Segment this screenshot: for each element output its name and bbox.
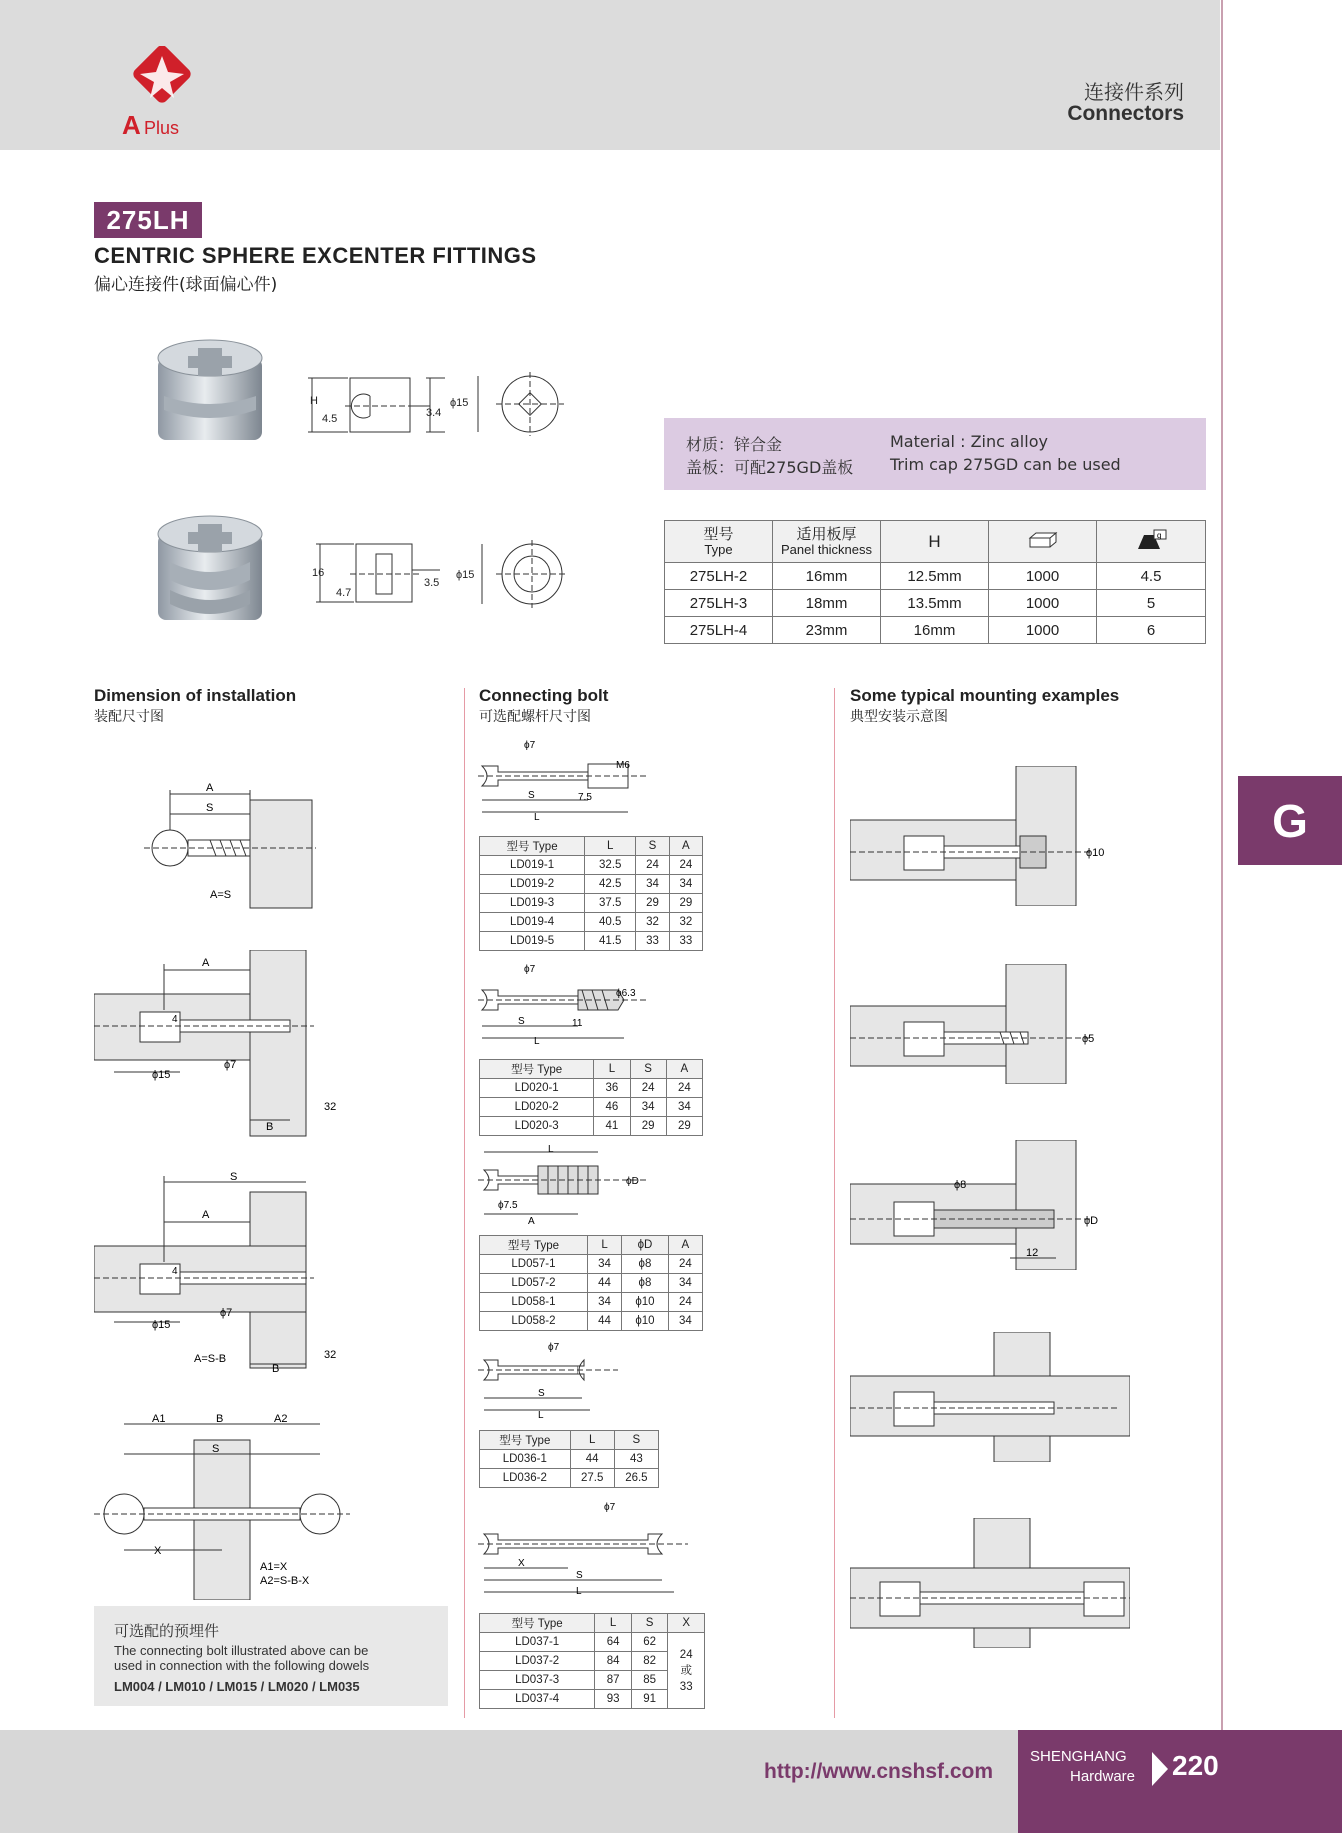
label-a-eq-s: A=S [210,889,232,901]
table-cell: ϕD [622,1236,669,1255]
header-text: Panel thickness [780,541,873,557]
label-a2x: A2=S-B-X [260,1575,310,1587]
bolt-drawing-4 [478,1340,628,1425]
table-cell: LD019-5 [480,932,585,951]
dowel-text-1: The connecting bolt illustrated above can be [114,1643,369,1658]
table-cell: ϕ10 [622,1293,669,1312]
table-cell: 1000 [989,563,1097,590]
bolt-heading-cn: 可选配螺杆尺寸图 [479,709,591,725]
table-cell: LD019-3 [480,894,585,913]
label-x-b5: X [518,1558,525,1569]
table-row [480,1117,703,1136]
table-cell: 29 [630,1117,666,1136]
table-cell: 13.5mm [881,590,989,617]
label-a1: A1 [152,1413,166,1425]
label-l-b1: L [534,812,540,820]
product-title-cn: 偏心连接件(球面偏心件) [94,275,278,295]
table-cell: 32 [669,913,702,932]
label-l-b2: L [534,1036,540,1044]
table-cell: 24 [636,856,669,875]
fitting-drawing-1 [300,366,580,451]
fitting-drawing-2 [300,534,580,619]
label-4-3: 4 [172,1266,178,1277]
label-d7-b4: ϕ7 [548,1342,560,1353]
table-cell: LD058-2 [480,1312,588,1331]
weight-icon [1097,521,1206,563]
label-a-b3: A [528,1216,535,1226]
table-cell: 34 [669,875,702,894]
table-cell: 18mm [773,590,881,617]
label-32-3: 32 [324,1349,337,1361]
label-7-5: 7.5 [578,792,592,803]
bolt-table-ld037 [479,1613,705,1709]
mount-heading-en: Some typical mounting examples [850,686,1120,705]
table-cell: A [666,1060,702,1079]
label-s-b1: S [528,790,535,801]
label-a-eq-sb: A=S-B [194,1353,227,1365]
table-cell: 34 [666,1098,702,1117]
table-cell: 16mm [881,617,989,644]
table-row [480,1060,703,1079]
mount-heading-cn: 典型安装示意图 [850,709,948,725]
table-cell: LD019-2 [480,875,585,894]
table-cell: 46 [594,1098,630,1117]
bolt-drawing-5 [478,1500,698,1601]
table-cell: 44 [570,1450,614,1469]
table-cell: ϕ10 [622,1312,669,1331]
bolt-table-ld019 [479,836,703,951]
label-3-5: 3.5 [424,577,440,589]
table-cell: L [595,1614,632,1633]
table-cell: LD057-2 [480,1274,588,1293]
table-row [480,1274,703,1293]
mount-example-5 [850,1518,1130,1653]
table-cell: 62 [631,1633,668,1652]
trimcap-en: Trim cap 275GD can be used [890,455,1121,474]
table-row [480,1614,705,1633]
table-cell: 41.5 [585,932,636,951]
table-row [480,856,703,875]
table-row [480,1633,705,1652]
install-drawing-2 [94,950,354,1145]
table-cell [668,1633,705,1709]
spec-row [665,590,1206,617]
table-cell: 85 [631,1671,668,1690]
bolt-drawing-1 [478,736,658,825]
spec-header-row [665,521,1206,563]
table-cell: 24 [668,1255,702,1274]
dowel-text-2: used in connection with the following dowels [114,1658,370,1673]
table-cell: LD037-2 [480,1652,595,1671]
table-cell: 1000 [989,590,1097,617]
table-cell: 29 [669,894,702,913]
table-row [480,1312,703,1331]
spec-header-h: H [881,521,989,563]
table-cell: 44 [587,1312,621,1331]
table-cell: 32 [636,913,669,932]
table-row [480,932,703,951]
product-photo-1 [150,336,270,461]
label-4-7: 4.7 [336,587,352,599]
label-d7-b5: ϕ7 [604,1502,616,1513]
label-b-4: B [216,1413,224,1425]
material-box [664,418,1206,490]
label-l-b4: L [538,1410,544,1420]
table-cell: 34 [636,875,669,894]
section-tab-g[interactable]: G [1238,776,1342,865]
bolt-table-ld020 [479,1059,703,1136]
table-cell: 12.5mm [881,563,989,590]
label-3-4: 3.4 [426,407,442,419]
series-title-cn: 连接件系列 [1084,80,1184,104]
header-text: 适用板厚 [796,525,857,543]
table-cell: LD020-2 [480,1098,594,1117]
table-cell: L [585,837,636,856]
product-photo-2 [150,512,270,637]
header-text: 33 [679,1680,693,1693]
header-text: 24 [679,1648,693,1661]
label-a-2: A [202,957,210,969]
product-code-badge: 275LH [94,202,202,238]
label-l-b5: L [576,1586,582,1596]
header-text: Type [704,541,733,557]
table-row [480,837,703,856]
table-cell: 型号 Type [480,837,585,856]
table-cell: 37.5 [585,894,636,913]
table-cell: 64 [595,1633,632,1652]
dowel-models: LM004 / LM010 / LM015 / LM020 / LM035 [114,1679,360,1694]
box-icon [989,521,1097,563]
table-cell: L [587,1236,621,1255]
table-cell: 型号 Type [480,1614,595,1633]
table-row [480,875,703,894]
label-s-4: S [212,1443,220,1455]
table-cell: 4.5 [1097,563,1206,590]
table-cell: 44 [587,1274,621,1293]
table-cell: LD057-1 [480,1255,588,1274]
table-cell: 29 [666,1117,702,1136]
table-cell: 32.5 [585,856,636,875]
spec-table [664,520,1206,644]
column-divider [464,688,465,1718]
table-cell: 23mm [773,617,881,644]
table-cell: A [668,1236,702,1255]
label-a1x: A1=X [260,1561,288,1573]
table-cell: 275LH-4 [665,617,773,644]
label-d5: ϕ5 [1082,1033,1095,1045]
label-s-b4: S [538,1388,545,1399]
table-cell: 34 [668,1312,702,1331]
table-cell: 87 [595,1671,632,1690]
column-divider [834,688,835,1718]
label-b-3: B [272,1363,280,1375]
header-text: 型号 [703,525,734,543]
mount-example-1 [850,766,1130,911]
svg-text:Plus: Plus [144,118,180,138]
table-row [480,894,703,913]
table-row [480,1293,703,1312]
table-cell: 42.5 [585,875,636,894]
table-cell: LD019-4 [480,913,585,932]
table-cell: L [570,1431,614,1450]
bolt-drawing-3 [478,1144,658,1231]
install-drawing-1 [140,780,320,915]
mount-example-3 [850,1140,1130,1275]
table-cell: LD020-3 [480,1117,594,1136]
spec-header-type [665,521,773,563]
label-d7-i: ϕ7 [224,1059,237,1071]
table-cell: A [669,837,702,856]
table-cell: LD037-1 [480,1633,595,1652]
label-32: 32 [324,1101,337,1113]
install-drawing-4 [94,1410,354,1605]
table-cell: 型号 Type [480,1431,571,1450]
label-a-3: A [202,1209,210,1221]
table-cell: 34 [668,1274,702,1293]
material-cn: 材质：锌合金 [686,435,783,454]
table-cell: LD036-1 [480,1450,571,1469]
label-d15-i: ϕ15 [152,1069,171,1081]
bolt-drawing-2 [478,960,658,1049]
label-4-5: 4.5 [322,413,338,425]
table-cell: 84 [595,1652,632,1671]
install-drawing-3 [94,1172,354,1383]
label-16: 16 [312,567,325,579]
table-cell: 91 [631,1690,668,1709]
table-cell: 24 [668,1293,702,1312]
table-cell: 24 [666,1079,702,1098]
table-cell: L [594,1060,630,1079]
table-row [480,1079,703,1098]
table-cell: S [636,837,669,856]
label-s-3: S [230,1172,238,1183]
table-row [480,1236,703,1255]
label-d7-b2: ϕ7 [524,964,536,975]
table-row [480,1450,659,1469]
label-d10: ϕ10 [1086,847,1105,859]
label-a2: A2 [274,1413,288,1425]
bolt-table-ld036 [479,1430,659,1488]
table-cell: 24 [630,1079,666,1098]
label-m6: M6 [616,760,630,771]
table-row [480,1431,659,1450]
dowel-title: 可选配的预埋件 [114,1622,220,1640]
table-cell: LD058-1 [480,1293,588,1312]
series-title-en: Connectors [1067,102,1184,125]
table-cell: 93 [595,1690,632,1709]
website-link[interactable]: http://www.cnshsf.com [764,1760,994,1783]
table-cell: 33 [636,932,669,951]
table-row [480,913,703,932]
label-4: 4 [172,1014,178,1025]
table-cell: LD037-3 [480,1671,595,1690]
label-d7-b1: ϕ7 [524,740,536,751]
spec-header-panel [773,521,881,563]
table-cell: 34 [587,1255,621,1274]
table-cell: LD019-1 [480,856,585,875]
table-cell: 36 [594,1079,630,1098]
table-cell: 5 [1097,590,1206,617]
trimcap-cn: 盖板：可配275GD盖板 [686,458,854,477]
label-d15: ϕ15 [450,397,469,409]
label-s: S [206,802,214,814]
label-s-b2: S [518,1016,525,1027]
table-cell: 275LH-3 [665,590,773,617]
product-title-en: CENTRIC SPHERE EXCENTER FITTINGS [94,243,537,268]
table-cell: 33 [669,932,702,951]
table-cell: LD036-2 [480,1469,571,1488]
table-cell: 43 [614,1450,658,1469]
material-en: Material : Zinc alloy [890,432,1048,451]
install-heading-en: Dimension of installation [94,686,297,705]
table-cell: 275LH-2 [665,563,773,590]
svg-text:g: g [1157,531,1162,540]
bolt-heading-en: Connecting bolt [479,686,609,705]
label-d15-b: ϕ15 [456,569,475,581]
table-cell: 1000 [989,617,1097,644]
table-cell: 27.5 [570,1469,614,1488]
table-cell: S [630,1060,666,1079]
label-dd: ϕD [626,1176,639,1187]
mount-example-4 [850,1332,1130,1467]
label-s-b5: S [576,1570,583,1581]
label-l-b3: L [548,1144,554,1155]
table-cell: 6 [1097,617,1206,644]
label-dd-m: ϕD [1084,1215,1099,1227]
label-d7-3: ϕ7 [220,1307,233,1319]
label-a: A [206,782,214,794]
table-cell: 34 [630,1098,666,1117]
page-number: 220 [1172,1750,1219,1781]
label-h: H [310,395,318,407]
table-cell: 41 [594,1117,630,1136]
table-cell: ϕ8 [622,1255,669,1274]
label-12: 12 [1026,1247,1039,1259]
spec-row [665,563,1206,590]
label-b: B [266,1121,274,1133]
dowel-note [94,1606,448,1706]
table-cell: 24 [669,856,702,875]
table-cell: LD020-1 [480,1079,594,1098]
table-cell: 29 [636,894,669,913]
aplus-logo [122,46,202,141]
header-text: 或 [680,1664,692,1677]
table-cell: ϕ8 [622,1274,669,1293]
mount-example-2 [850,964,1130,1089]
table-cell: 26.5 [614,1469,658,1488]
table-row [480,1469,659,1488]
arrow-icon [1152,1752,1168,1791]
table-cell: 型号 Type [480,1236,588,1255]
table-cell: 16mm [773,563,881,590]
table-cell: X [668,1614,705,1633]
table-cell: 型号 Type [480,1060,594,1079]
table-cell: S [614,1431,658,1450]
label-x: X [154,1545,162,1557]
table-cell: 40.5 [585,913,636,932]
table-cell: LD037-4 [480,1690,595,1709]
label-d63: ϕ6.3 [616,988,636,999]
margin-line [1221,0,1223,1730]
label-d8: ϕ8 [954,1179,967,1191]
spec-row [665,617,1206,644]
bolt-table-ld057 [479,1235,703,1331]
label-d15-3: ϕ15 [152,1319,171,1331]
brand-sub: Hardware [1070,1768,1136,1785]
table-row [480,1255,703,1274]
install-heading-cn: 装配尺寸图 [94,709,164,725]
table-cell: 82 [631,1652,668,1671]
brand-name: SHENGHANG [1030,1748,1127,1765]
table-cell: 34 [587,1293,621,1312]
table-cell: S [631,1614,668,1633]
table-row [480,1098,703,1117]
svg-text:A: A [122,110,141,140]
label-11: 11 [572,1018,583,1029]
label-d75: ϕ7.5 [498,1200,518,1211]
